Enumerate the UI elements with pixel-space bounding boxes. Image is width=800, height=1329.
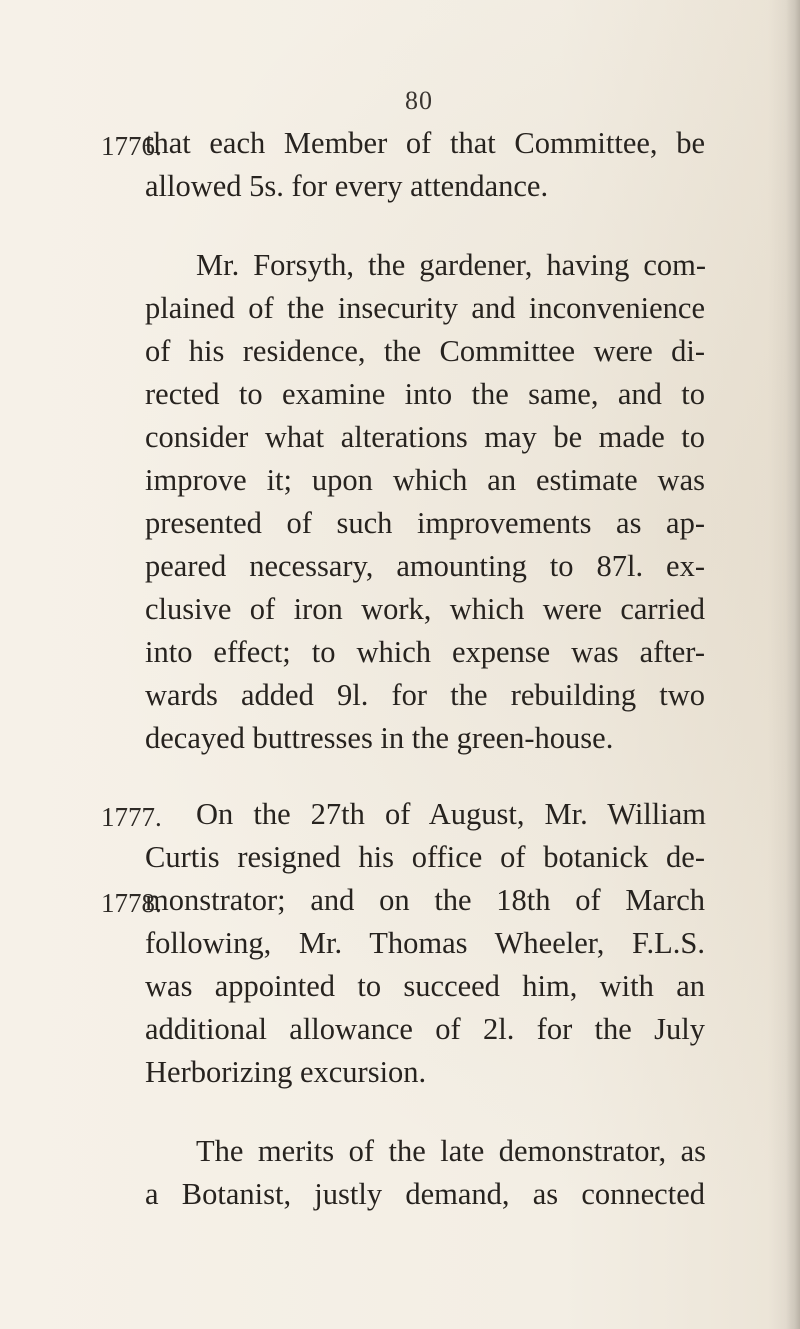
text-line: additional allowance of 2l. for the July xyxy=(145,1012,705,1046)
text-line: On the 27th of August, Mr. William xyxy=(196,797,706,831)
text-line: following, Mr. Thomas Wheeler, F.L.S. xyxy=(145,926,705,960)
text-line: wards added 9l. for the rebuilding two xyxy=(145,678,705,712)
year-marker-1776: 1776. xyxy=(101,131,162,161)
text-line: Curtis resigned his office of botanick de- xyxy=(145,840,705,874)
text-line: decayed buttresses in the green-house. xyxy=(145,721,614,755)
text-line: of his residence, the Committee were di- xyxy=(145,334,705,368)
text-line: was appointed to succeed him, with an xyxy=(145,969,705,1003)
text-line: presented of such improvements as ap- xyxy=(145,506,705,540)
text-line: Herborizing excursion. xyxy=(145,1055,427,1089)
year-marker-1777: 1777. xyxy=(101,802,162,832)
text-line: The merits of the late demonstrator, as xyxy=(196,1134,706,1168)
text-line: into effect; to which expense was after- xyxy=(145,635,705,669)
text-line: a Botanist, justly demand, as connected xyxy=(145,1177,705,1211)
text-line: monstrator; and on the 18th of March xyxy=(145,883,705,917)
text-line: consider what alterations may be made to xyxy=(145,420,705,454)
text-line: that each Member of that Committee, be xyxy=(145,126,705,160)
text-line: peared necessary, amounting to 87l. ex- xyxy=(145,549,705,583)
page-edge xyxy=(786,0,800,1329)
text-line: clusive of iron work, which were carried xyxy=(145,592,705,626)
text-line: Mr. Forsyth, the gardener, having com- xyxy=(196,248,706,282)
text-line: allowed 5s. for every attendance. xyxy=(145,169,549,203)
text-line: rected to examine into the same, and to xyxy=(145,377,705,411)
text-line: improve it; upon which an estimate was xyxy=(145,463,705,497)
year-marker-1778: 1778. xyxy=(101,888,162,918)
text-line: plained of the insecurity and inconvenience xyxy=(145,291,705,325)
page-number: 80 xyxy=(405,86,433,115)
